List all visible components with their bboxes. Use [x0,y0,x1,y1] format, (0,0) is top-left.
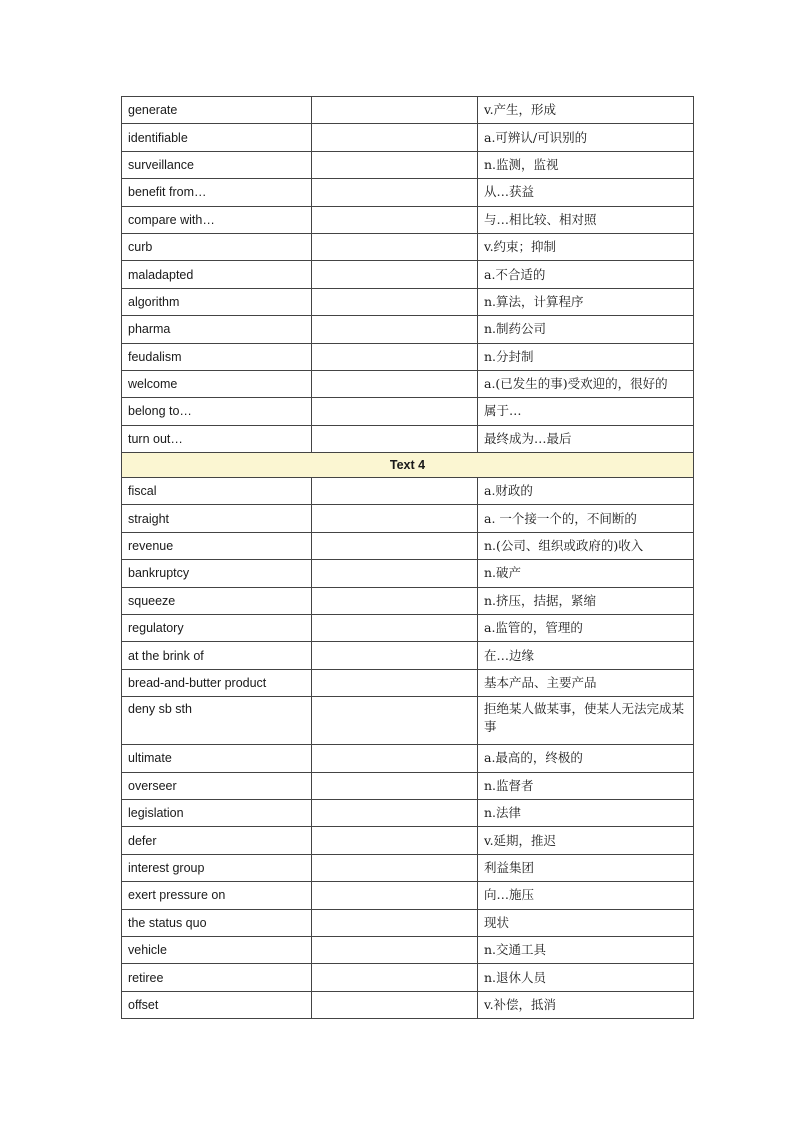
meaning-cell: 属于… [478,398,694,425]
blank-cell [312,398,478,425]
blank-cell [312,615,478,642]
table-row [122,124,694,151]
table-row [122,799,694,826]
blank-cell [312,233,478,260]
blank-cell [312,799,478,826]
blank-cell [312,587,478,614]
word-cell: revenue [122,532,312,559]
word-cell: ultimate [122,745,312,772]
table-row [122,854,694,881]
meaning-cell: 拒绝某人做某事，使某人无法完成某事 [478,697,694,745]
meaning-cell: n.制药公司 [478,316,694,343]
table-row [122,615,694,642]
blank-cell [312,854,478,881]
word-cell: defer [122,827,312,854]
table-row [122,151,694,178]
word-cell: squeeze [122,587,312,614]
blank-cell [312,697,478,745]
meaning-cell: n.分封制 [478,343,694,370]
word-cell: vehicle [122,936,312,963]
word-cell: deny sb sth [122,697,312,745]
section-title: Text 4 [122,453,694,478]
table-row [122,991,694,1018]
blank-cell [312,425,478,452]
blank-cell [312,288,478,315]
vocabulary-table-body [122,97,694,1019]
blank-cell [312,909,478,936]
table-row [122,532,694,559]
meaning-cell: 利益集团 [478,854,694,881]
word-cell: retiree [122,964,312,991]
meaning-cell: 向…施压 [478,882,694,909]
table-row [122,233,694,260]
table-row [122,909,694,936]
blank-cell [312,964,478,991]
word-cell: overseer [122,772,312,799]
blank-cell [312,642,478,669]
table-row [122,261,694,288]
table-row [122,478,694,505]
word-cell: bread-and-butter product [122,669,312,696]
meaning-cell: a.最高的，终极的 [478,745,694,772]
blank-cell [312,669,478,696]
table-row [122,697,694,745]
meaning-cell: n.监测，监视 [478,151,694,178]
table-row [122,343,694,370]
blank-cell [312,827,478,854]
word-cell: compare with… [122,206,312,233]
table-row [122,642,694,669]
word-cell: turn out… [122,425,312,452]
word-cell: offset [122,991,312,1018]
blank-cell [312,936,478,963]
word-cell: at the brink of [122,642,312,669]
table-row [122,425,694,452]
word-cell: identifiable [122,124,312,151]
meaning-cell: a.不合适的 [478,261,694,288]
blank-cell [312,772,478,799]
word-cell: benefit from… [122,179,312,206]
meaning-cell: 现状 [478,909,694,936]
table-row [122,587,694,614]
word-cell: regulatory [122,615,312,642]
blank-cell [312,745,478,772]
meaning-cell: n.监督者 [478,772,694,799]
table-row [122,288,694,315]
word-cell: maladapted [122,261,312,288]
meaning-cell: a.监管的，管理的 [478,615,694,642]
word-cell: surveillance [122,151,312,178]
blank-cell [312,261,478,288]
table-row [122,316,694,343]
word-cell: fiscal [122,478,312,505]
blank-cell [312,478,478,505]
table-row [122,398,694,425]
word-cell: legislation [122,799,312,826]
vocabulary-table [121,96,694,1019]
meaning-cell: 在…边缘 [478,642,694,669]
blank-cell [312,206,478,233]
table-row [122,179,694,206]
meaning-cell: n.退休人员 [478,964,694,991]
blank-cell [312,97,478,124]
table-row [122,827,694,854]
word-cell: belong to… [122,398,312,425]
blank-cell [312,124,478,151]
table-row [122,964,694,991]
word-cell: generate [122,97,312,124]
meaning-cell: v.产生，形成 [478,97,694,124]
meaning-cell: n.算法，计算程序 [478,288,694,315]
blank-cell [312,316,478,343]
word-cell: bankruptcy [122,560,312,587]
word-cell: algorithm [122,288,312,315]
section-header-row [122,453,694,478]
meaning-cell: a. 一个接一个的，不间断的 [478,505,694,532]
meaning-cell: n.交通工具 [478,936,694,963]
meaning-cell: v.补偿，抵消 [478,991,694,1018]
word-cell: the status quo [122,909,312,936]
meaning-cell: 从…获益 [478,179,694,206]
table-row [122,97,694,124]
meaning-cell: v.约束；抑制 [478,233,694,260]
blank-cell [312,560,478,587]
meaning-cell: n.挤压，拮据，紧缩 [478,587,694,614]
word-cell: welcome [122,370,312,397]
blank-cell [312,179,478,206]
meaning-cell: v.延期，推迟 [478,827,694,854]
word-cell: pharma [122,316,312,343]
meaning-cell: 最终成为…最后 [478,425,694,452]
blank-cell [312,532,478,559]
word-cell: curb [122,233,312,260]
meaning-cell: n.法律 [478,799,694,826]
meaning-cell: 基本产品、主要产品 [478,669,694,696]
table-row [122,669,694,696]
table-row [122,936,694,963]
word-cell: exert pressure on [122,882,312,909]
table-row [122,206,694,233]
table-row [122,882,694,909]
blank-cell [312,991,478,1018]
meaning-cell: 与…相比较、相对照 [478,206,694,233]
meaning-cell: a.财政的 [478,478,694,505]
table-row [122,560,694,587]
word-cell: interest group [122,854,312,881]
meaning-cell: n.破产 [478,560,694,587]
word-cell: straight [122,505,312,532]
table-row [122,772,694,799]
table-row [122,505,694,532]
blank-cell [312,151,478,178]
word-cell: feudalism [122,343,312,370]
blank-cell [312,882,478,909]
blank-cell [312,505,478,532]
blank-cell [312,343,478,370]
blank-cell [312,370,478,397]
meaning-cell: n.(公司、组织或政府的)收入 [478,532,694,559]
table-row [122,370,694,397]
table-row [122,745,694,772]
meaning-cell: a.可辨认/可识别的 [478,124,694,151]
meaning-cell: a.(已发生的事)受欢迎的，很好的 [478,370,694,397]
